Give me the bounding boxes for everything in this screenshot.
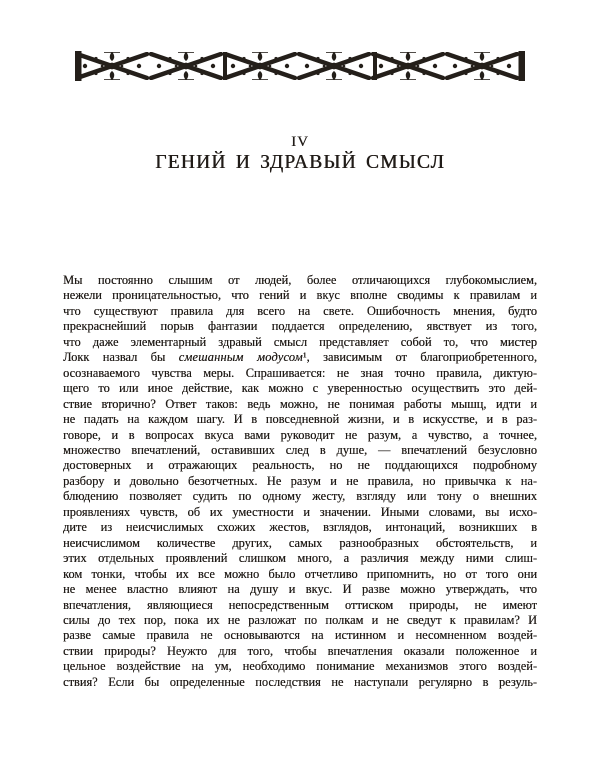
body-text-line: проявлениях чувств, об их уместности и значении. Иными словами, вы исхо- (63, 504, 537, 519)
body-text-line: силы до тех пор, пока их не разложат по полкам и не сведут к правилам? И (63, 612, 537, 627)
body-text-line: осознаваемого чувства меры. Спрашивается: не зная точно правила, диктую- (63, 365, 537, 380)
ornament-band (75, 51, 525, 81)
body-text-line: этих отдельных проявлений слишком много, а различия между ними слиш- (63, 551, 537, 566)
body-text-line: разве самые правила не основываются на истинном и несомненном воздей- (63, 628, 537, 643)
floral-ornament-icon (75, 51, 525, 81)
body-text-line: прекраснейший порыв фантазии поддается определению, явствует из того, (63, 319, 537, 334)
chapter-title: ГЕНИЙ И ЗДРАВЫЙ СМЫСЛ (155, 152, 445, 173)
body-text (63, 273, 537, 690)
body-text-line: впечатления, являющиеся непосредственным оттиском природы, не имеют (63, 597, 537, 612)
body-text-line: достоверных и отражающих реальность, но не поддающихся подробному (63, 458, 537, 473)
body-text-line: разбору и довольно безотчетных. Не разум и не правила, но привычка к на- (63, 473, 537, 488)
body-text-line: что существуют правила для всего на свете. Ошибочность мнения, будто (63, 303, 537, 318)
body-text-line: Локк назвал бы смешанным модусом¹, зависимым от благоприобретенного, (63, 350, 537, 365)
body-text-line: не менее властно влияют на душу и вкус. И разве можно утверждать, что (63, 582, 537, 597)
body-text-line: неисчислимом количестве других, самых разнообразных обстоятельств, и (63, 535, 537, 550)
body-text-line: говоре, и в вопросах вкуса вами руководит не разум, а чувство, а точнее, (63, 427, 537, 442)
body-text-line: блюдению позволяет судить по одному жесту, взгляду или тону о внешних (63, 489, 537, 504)
body-text-line: цельное воздействие на ум, необходимо понимание механизмов этого воздей- (63, 659, 537, 674)
body-text-line: что даже элементарный здравый смысл представляет собой то, что мистер (63, 334, 537, 349)
body-text-line: ствие вторично? Ответ таков: ведь можно, не понимая работы мышц, идти и (63, 396, 537, 411)
body-text-line: множество впечатлений, оставивших след в душе, — впечатлений безусловно (63, 442, 537, 457)
body-text-line: не падать на каждом шагу. И в повседневной жизни, и в искусстве, и в раз- (63, 412, 537, 427)
body-text-line: ствии природы? Неужто для того, чтобы впечатления оказали положенное и (63, 643, 537, 658)
body-text-line: нежели проницательностью, что гений и вкус вполне сводимы к правилам и (63, 288, 537, 303)
italic-term: смешанным модусом (178, 350, 303, 365)
body-text-line: щего то или иное действие, как можно с уверенностью осуществить это дей- (63, 381, 537, 396)
body-text-line: ствия? Если бы определенные последствия не наступали регулярно в резуль- (63, 674, 537, 689)
body-text-line: ком тонки, чтобы их все можно было отчетливо припомнить, но от того они (63, 566, 537, 581)
body-text-line: Мы постоянно слышим от людей, более отличающихся глубокомыслием, (63, 273, 537, 287)
body-text-line: дите из неисчислимых схожих жестов, взглядов, интонаций, возникших в (63, 520, 537, 535)
chapter-number: IV (291, 134, 309, 150)
